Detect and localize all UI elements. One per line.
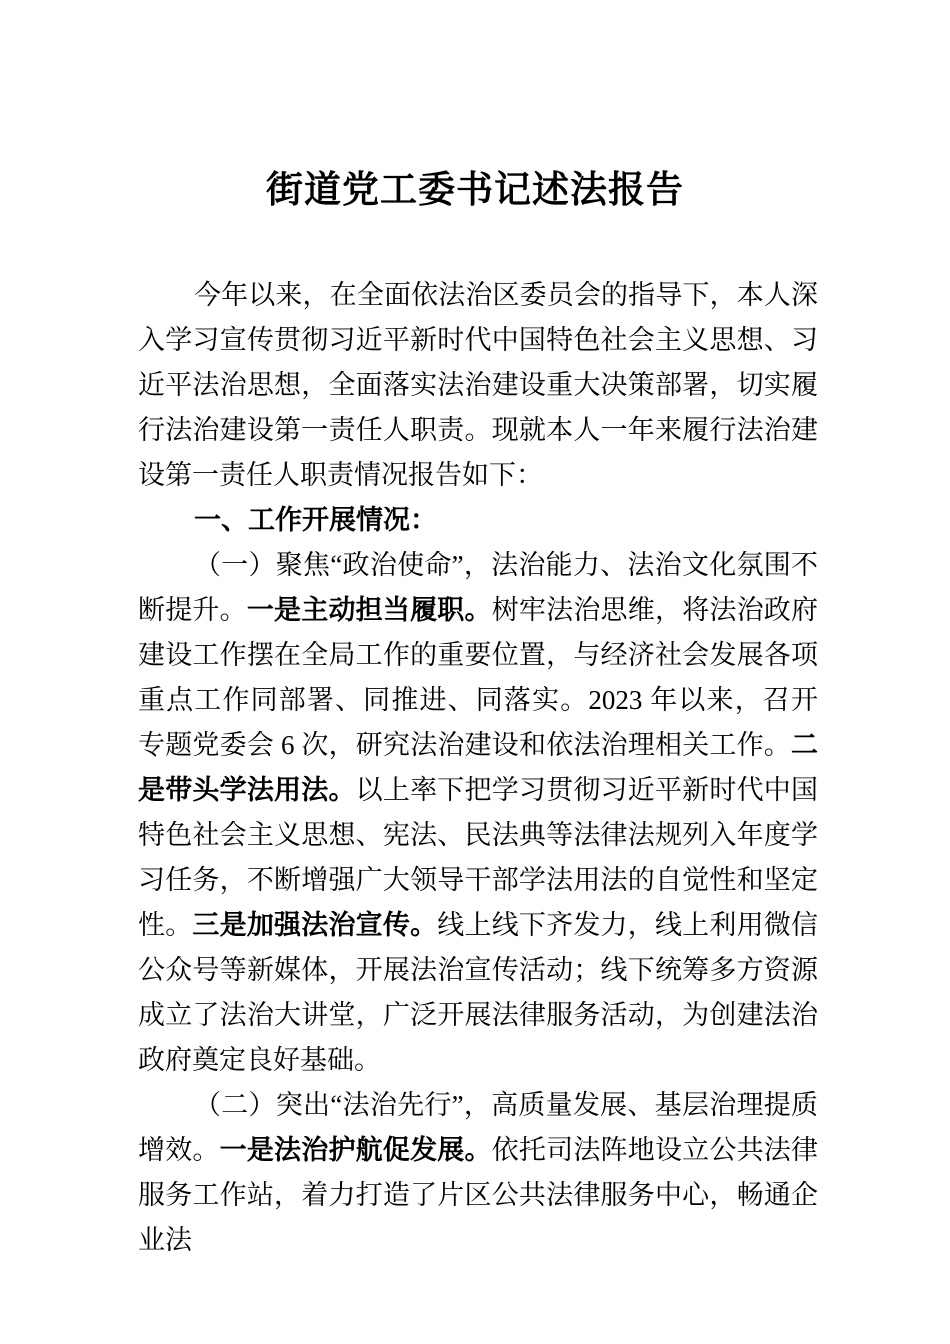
emphasis-run: 一是主动担当履职。 bbox=[246, 595, 492, 625]
text-run: （一）聚焦“政治使命”，法治能力、法治文化氛围不断提升。 bbox=[138, 550, 818, 625]
paragraph-rule-of-law-first bbox=[138, 1083, 818, 1263]
paragraph-political-mission bbox=[138, 543, 818, 1083]
text-run: （二）突出“法治先行”，高质量发展、基层治理提质增效。 bbox=[138, 1090, 818, 1165]
emphasis-run: 一、工作开展情况： bbox=[194, 505, 437, 535]
emphasis-run: 三是加强法治宣传。 bbox=[192, 910, 438, 940]
emphasis-run: 二是带头学法用法。 bbox=[138, 730, 818, 805]
text-run: 线上线下齐发力，线上利用微信公众号等新媒体，开展法治宣传活动；线下统筹多方资源成立了法治大讲堂，广泛开展法律服务活动，为创建法治政府奠定良好基础。 bbox=[138, 910, 819, 1075]
document-body bbox=[138, 273, 818, 1263]
text-run: 今年以来，在全面依法治区委员会的指导下，本人深入学习宣传贯彻习近平新时代中国特色社会主义思想、习近平法治思想，全面落实法治建设重大决策部署，切实履行法治建设第一责任人职责。现就本人一年来履行法治建设第一责任人职责情况报告如下： bbox=[138, 280, 818, 490]
intro-paragraph bbox=[138, 273, 818, 498]
text-run: 依托司法阵地设立公共法律服务工作站，着力打造了片区公共法律服务中心，畅通企业法 bbox=[138, 1135, 819, 1255]
document-title: 街道党工委书记述法报告 bbox=[266, 170, 684, 211]
section-heading-work-progress bbox=[138, 498, 818, 543]
emphasis-run: 一是法治护航促发展。 bbox=[219, 1135, 492, 1165]
text-run: 以上率下把学习贯彻习近平新时代中国特色社会主义思想、宪法、民法典等法律法规列入年度学习任务，不断增强广大领导干部学法用法的自觉性和坚定性。 bbox=[138, 775, 819, 940]
text-run: 树牢法治思维，将法治政府建设工作摆在全局工作的重要位置，与经济社会发展各项重点工作同部署、同推进、同落实。2023 年以来，召开专题党委会 6 次，研究法治建设和依法治理相关工作。 bbox=[138, 595, 819, 760]
